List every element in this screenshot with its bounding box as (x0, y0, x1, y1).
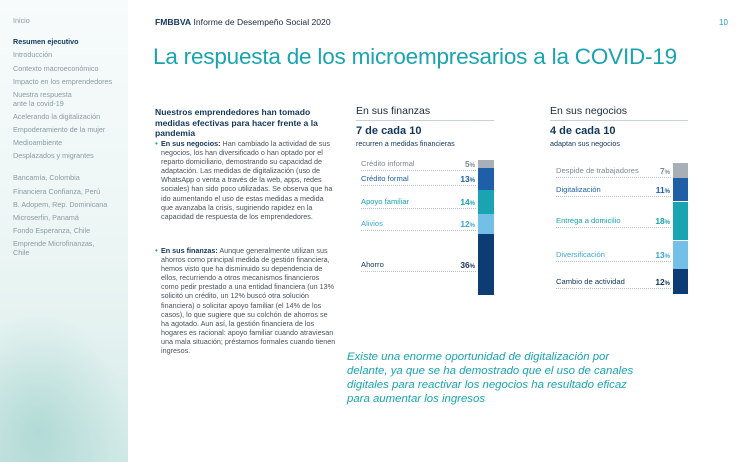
sidebar-item[interactable]: Financiera Confianza, Perú (13, 186, 101, 196)
bar-segment (478, 168, 494, 189)
sidebar-item[interactable]: Empoderamiento de la mujer (13, 124, 106, 134)
report-label: Informe de Desempeño Social 2020 (193, 17, 331, 27)
sidebar-item[interactable]: Fondo Esperanza, Chile (13, 226, 91, 236)
negocios-stat: 4 de cada 10 (550, 125, 616, 137)
row-value (445, 159, 475, 169)
finanzas-title: En sus finanzas (356, 105, 431, 117)
row-divider (361, 185, 476, 186)
row-value-number: 36 (460, 259, 470, 270)
sidebar-item[interactable]: B. Adopem, Rep. Dominicana (13, 199, 108, 209)
row-label: Cambio de actividad (556, 277, 625, 287)
percent-sign: % (664, 220, 670, 227)
row-divider (361, 208, 476, 209)
row-divider (556, 196, 671, 197)
row-value-number: 18 (655, 216, 665, 227)
percent-sign: % (469, 178, 475, 185)
percent-sign: % (469, 223, 475, 230)
bar-segment (673, 178, 688, 201)
bullet-bold: En sus finanzas: (161, 246, 218, 255)
sidebar-item[interactable]: Resumen ejecutivo (13, 37, 79, 47)
bar-segment (673, 163, 688, 178)
row-divider (556, 261, 671, 262)
row-value-number: 12 (460, 219, 470, 230)
bar-segment (478, 214, 494, 234)
bar-segment (478, 160, 494, 168)
sidebar-item[interactable]: Contexto macroeconómico (13, 63, 99, 73)
row-label: Diversificación (556, 249, 605, 259)
sidebar-item[interactable]: Emprende Microfinanzas, Chile (13, 239, 95, 257)
percent-sign: % (469, 163, 475, 170)
row-divider (361, 170, 476, 171)
percent-sign: % (664, 169, 670, 176)
bullet-negocios (155, 139, 337, 221)
bullet-dot-icon: • (155, 246, 158, 255)
row-value-number: 13 (655, 249, 665, 260)
bar-segment (478, 234, 494, 294)
bar-segment (673, 269, 688, 294)
row-value (445, 197, 475, 207)
sidebar-item[interactable]: Acelerando la digitalización (13, 111, 101, 121)
negocios-subtitle: adaptan sus negocios (550, 139, 620, 148)
percent-sign: % (664, 253, 670, 260)
sidebar-item[interactable]: Microserfin, Panamá (13, 213, 79, 223)
negocios-title: En sus negocios (550, 105, 628, 117)
row-value-number: 5 (464, 159, 470, 170)
percent-sign: % (469, 201, 475, 208)
row-value (445, 260, 475, 270)
sidebar-item[interactable]: Bancamía, Colombia (13, 173, 80, 183)
finanzas-rule (356, 120, 494, 121)
row-value (445, 174, 475, 184)
bar-segment (673, 241, 688, 269)
sidebar-nav (13, 17, 125, 262)
row-value-number: 7 (659, 165, 665, 176)
row-divider (556, 227, 671, 228)
bullet-text: Han cambiado la actividad de sus negocios, los han diversificado o han optado por el reparto domiciliario, demostrando su capacidad de adaptación. Las medidas de digitalización (uso de WhatsApp o venta a través de la web, apps, redes sociales) han sido poco utilizadas. Se observa que ha ido aumentando el uso de estas medidas a medida que avanzaba la crisis, sugiriendo rapidez en la capacidad de respuesta de los emprendedores. (161, 139, 333, 221)
page-number: 10 (719, 18, 728, 27)
bar-segment (478, 190, 494, 213)
sidebar (0, 0, 128, 462)
row-label: Despide de trabajadores (556, 165, 639, 175)
sidebar-item[interactable]: Inicio (13, 16, 30, 25)
row-value (640, 185, 670, 195)
row-label: Entrega a domicilio (556, 216, 621, 226)
row-value (640, 166, 670, 176)
row-label: Crédito formal (361, 174, 409, 184)
row-divider (556, 177, 671, 178)
report-header (155, 17, 331, 27)
row-value (640, 250, 670, 260)
percent-sign: % (664, 281, 670, 288)
row-divider (361, 271, 476, 272)
bullet-text: Aunque generalmente utilizan sus ahorros como principal medida de gestión financiera, hemos visto que ha disminuido su dependencia de ellos, recurriendo a otros mecanismos financieros como pedir prestado a una entidad financiera (un 13% solicitó un crédito, un 12% buscó otra solución financiera) o solicitar apoyo familiar (el 14% de los casos), lo que sugiere que su colchón de ahorros se ha agotado. Aun así, la gestión financiera de los hogares es racional: apoyo familiar cuando atraviesan una mala situación; préstamos formales cuando tienen ingresos. (161, 246, 336, 356)
sidebar-item[interactable]: Medioambiente (13, 138, 63, 148)
bullet-bold: En sus negocios: (161, 139, 221, 148)
sidebar-item[interactable]: Desplazados y migrantes (13, 151, 94, 161)
bullet-finanzas (155, 246, 337, 355)
page-title: La respuesta de los microempresarios a la COVID-19 (153, 44, 677, 69)
row-label: Digitalización (556, 185, 601, 195)
finanzas-stat: 7 de cada 10 (356, 125, 422, 137)
highlight-quote: Existe una enorme oportunidad de digitalización por delante, ya que se ha demostrado que el uso de canales digitales para reactivar los negocios ha resultado eficaz para aumentar los ingresos (347, 351, 634, 405)
finanzas-subtitle: recurren a medidas financieras (356, 139, 455, 148)
sidebar-watercolor (0, 312, 128, 462)
row-value (445, 219, 475, 229)
row-value-number: 13 (460, 174, 470, 185)
percent-sign: % (664, 189, 670, 196)
row-value (640, 216, 670, 226)
row-divider (556, 288, 671, 289)
intro-heading: Nuestros emprendedores han tomado medidas efectivas para hacer frente a la pandemia (155, 107, 318, 139)
sidebar-item[interactable]: Impacto en los emprendedores (13, 76, 113, 86)
row-value (640, 277, 670, 287)
row-label: Ahorro (361, 259, 384, 269)
row-value-number: 14 (460, 197, 470, 208)
brand-label: FMBBVA (155, 17, 192, 27)
row-label: Crédito informal (361, 159, 415, 169)
bar-segment (673, 202, 688, 240)
row-label: Alivios (361, 219, 383, 229)
row-value-number: 12 (655, 277, 665, 288)
sidebar-item[interactable]: Nuestra respuesta ante la covid-19 (13, 89, 72, 108)
bullet-dot-icon: • (155, 139, 158, 148)
row-value-number: 11 (655, 185, 665, 196)
row-divider (361, 230, 476, 231)
row-label: Apoyo familiar (361, 197, 410, 207)
percent-sign: % (469, 263, 475, 270)
negocios-rule (550, 120, 688, 121)
sidebar-item[interactable]: Introducción (13, 50, 53, 60)
